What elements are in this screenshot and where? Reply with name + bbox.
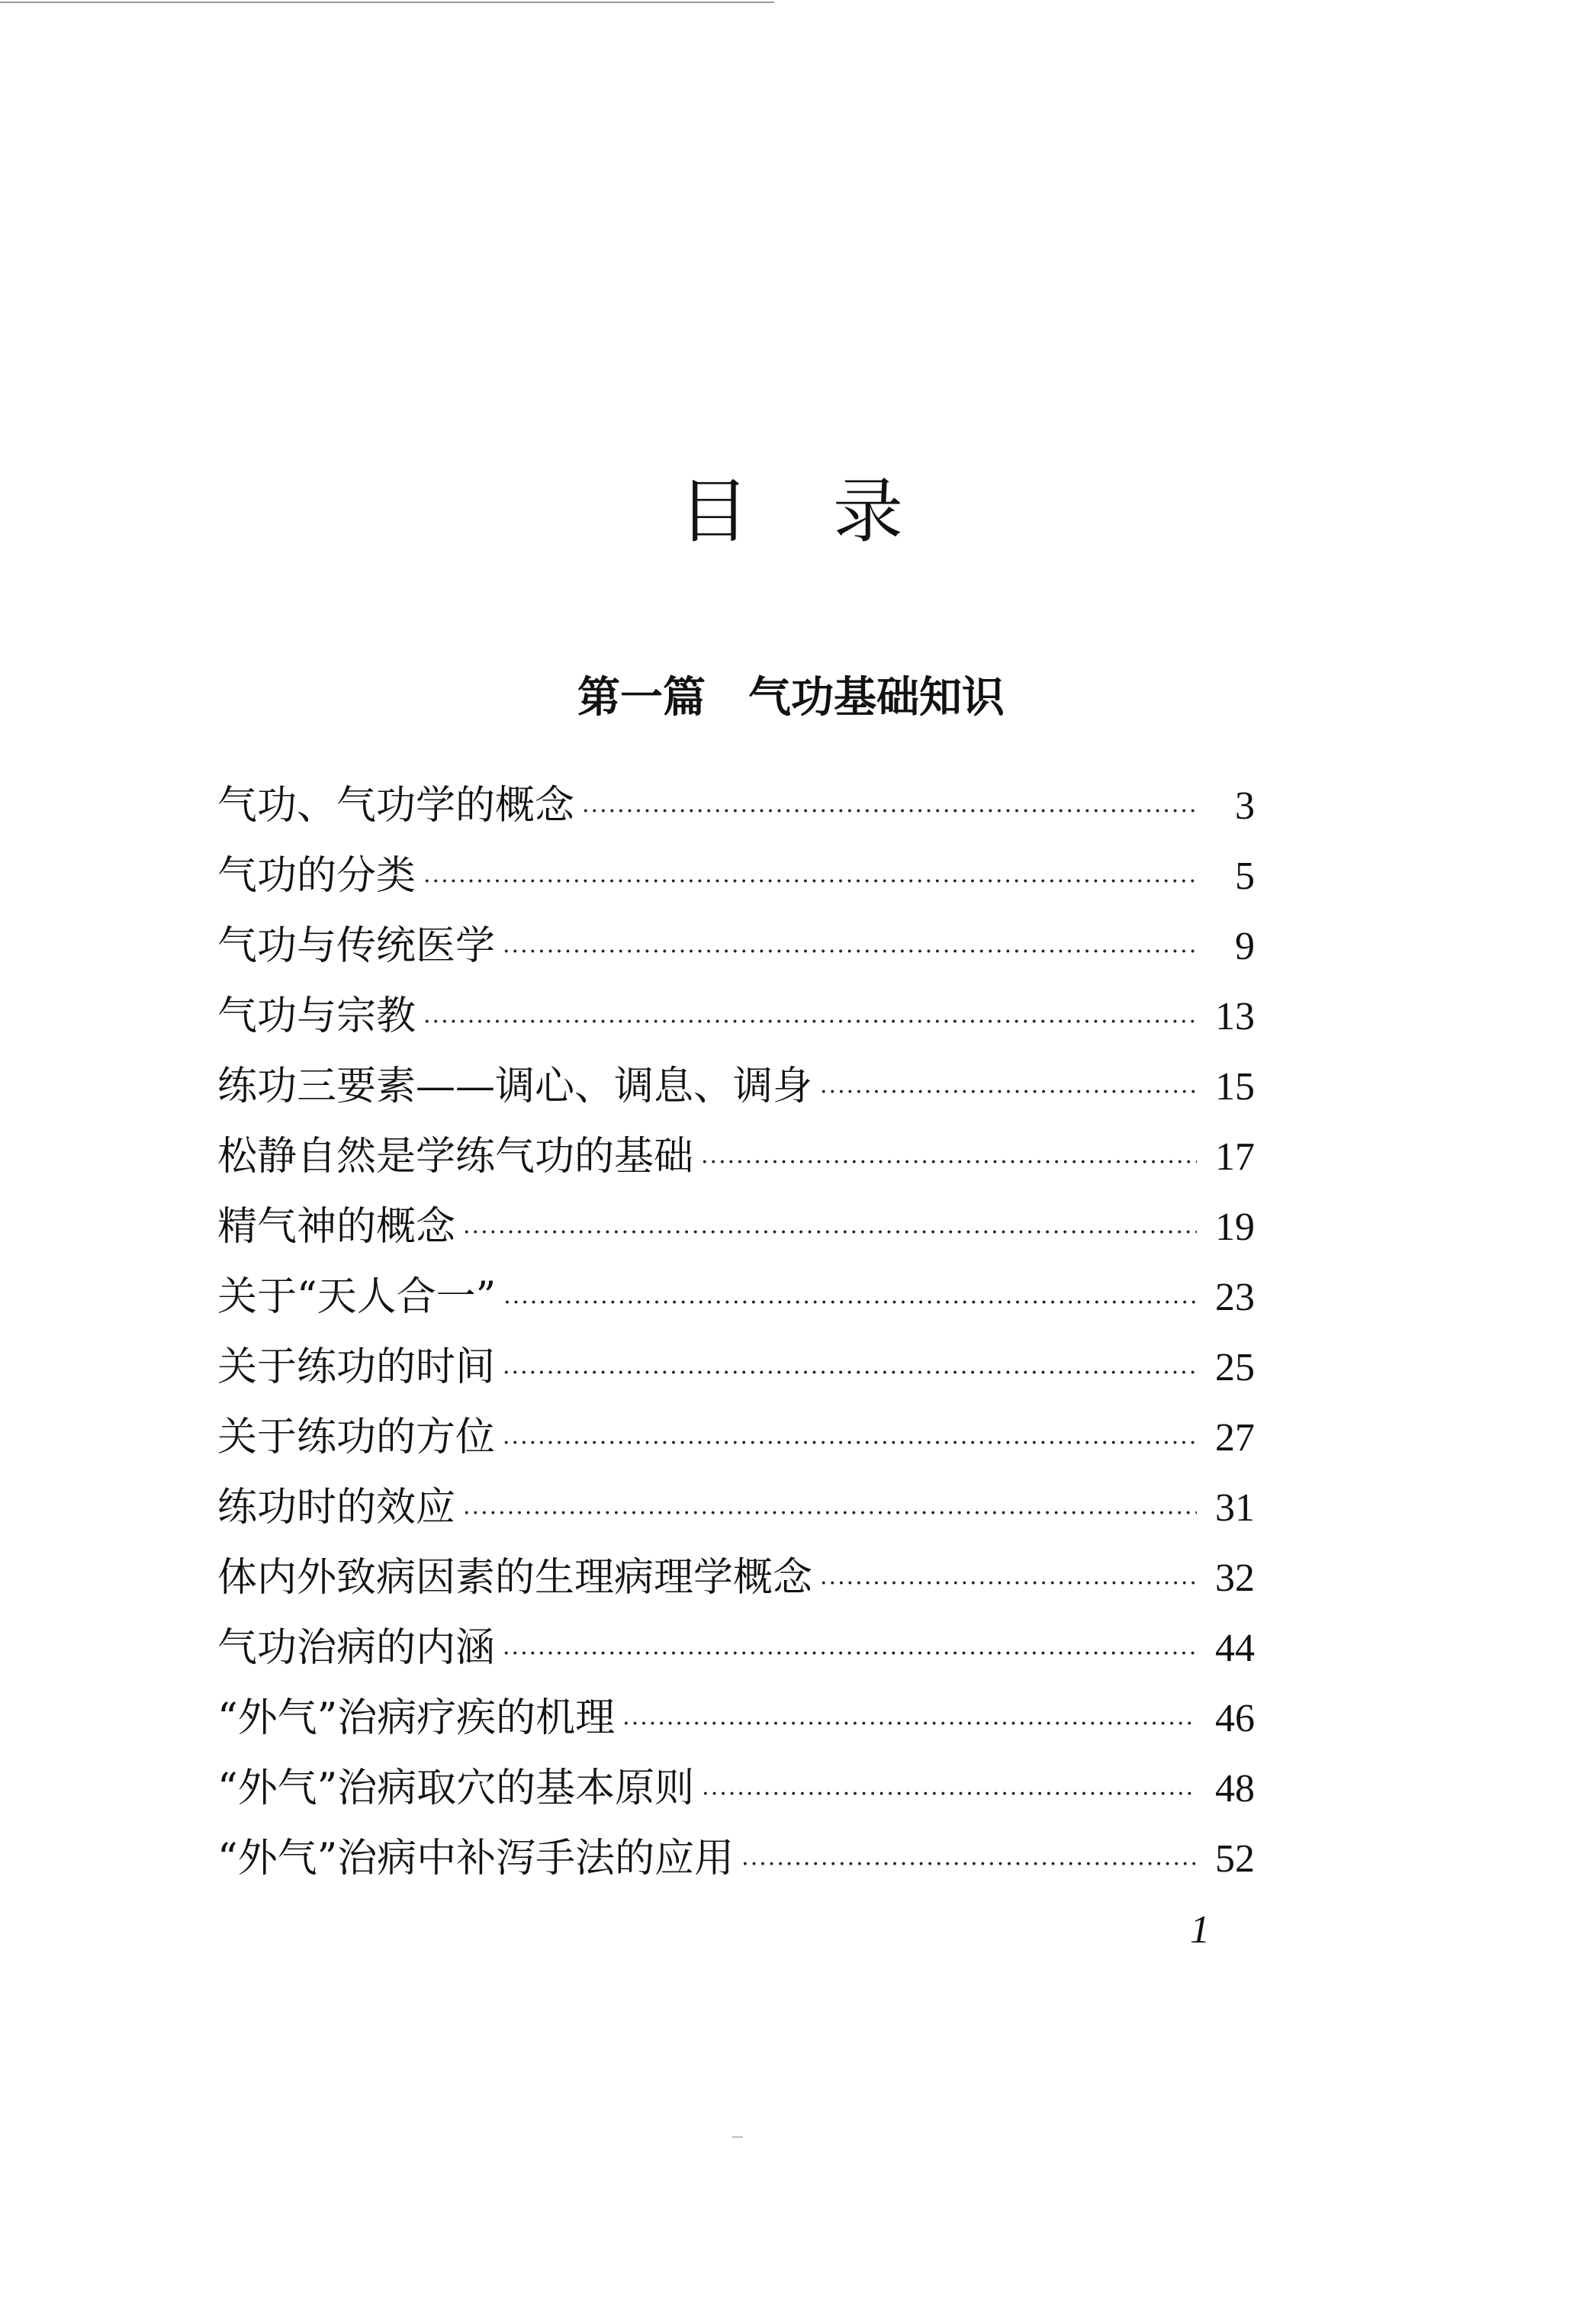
toc-entry-page: 27 [1215,1416,1255,1460]
toc-entry-title: 气功与传统医学 [217,923,496,969]
toc-entry-title: “外气”治病中补泻手法的应用 [217,1836,735,1881]
toc-entry-page: 31 [1215,1486,1255,1530]
toc-entry-title: 关于练功的时间 [217,1344,496,1390]
toc-entry[interactable] [217,1683,1255,1753]
toc-entry-title: 气功、气功学的概念 [217,783,575,829]
toc-dot-leader [423,847,1197,917]
toc-entry-page: 25 [1215,1346,1255,1389]
toc-entry-page: 13 [1215,995,1255,1038]
toc-dot-leader [503,1408,1197,1479]
toc-entry-title: “外气”治病疗疾的机理 [217,1695,616,1741]
toc-entry[interactable] [217,1262,1255,1332]
toc-entry-title: “外气”治病取穴的基本原则 [217,1766,695,1811]
toc-entry-page: 9 [1235,925,1255,968]
toc-dot-leader [582,777,1197,847]
toc-entry[interactable] [217,1402,1255,1473]
toc-entry[interactable] [217,1192,1255,1262]
toc-dot-leader [463,1479,1197,1549]
toc-dot-leader [463,1198,1197,1268]
toc-entry-page: 32 [1215,1556,1255,1600]
toc-entry[interactable] [217,1823,1255,1894]
toc-dot-leader [503,1268,1197,1338]
table-of-contents [217,771,1255,1894]
toc-dot-leader [622,1689,1197,1759]
toc-entry-page: 19 [1215,1205,1255,1249]
toc-entry-title: 关于“天人合一” [217,1274,497,1320]
toc-entry[interactable] [217,1753,1255,1823]
toc-entry-title: 练功时的效应 [217,1485,456,1531]
toc-entry[interactable] [217,1473,1255,1543]
toc-dot-leader [820,1549,1197,1619]
toc-entry-title: 体内外致病因素的生理病理学概念 [217,1555,813,1601]
toc-entry[interactable] [217,771,1255,841]
toc-entry[interactable] [217,911,1255,981]
toc-entry[interactable] [217,1122,1255,1192]
section-title [0,664,1582,725]
toc-entry-title: 精气神的概念 [217,1204,456,1250]
scan-speck [732,2136,743,2138]
toc-entry[interactable] [217,841,1255,911]
toc-entry-page: 52 [1215,1837,1255,1881]
toc-dot-leader [741,1830,1197,1900]
section-name: 气功基础知识 [748,673,1005,723]
toc-entry-title: 气功的分类 [217,853,416,899]
page-number: 1 [1190,1908,1210,1952]
toc-entry-title: 气功与宗教 [217,993,416,1039]
toc-entry[interactable] [217,981,1255,1051]
toc-dot-leader [702,1759,1197,1830]
toc-entry-page: 44 [1215,1627,1255,1670]
toc-entry-page: 3 [1235,784,1255,828]
toc-entry-page: 5 [1235,855,1255,898]
toc-entry-page: 17 [1215,1135,1255,1179]
toc-entry[interactable] [217,1613,1255,1683]
toc-entry-title: 练功三要素——调心、调息、调身 [217,1064,813,1109]
toc-entry-page: 46 [1215,1697,1255,1740]
toc-dot-leader [503,1619,1197,1689]
section-part-label: 第一篇 [577,673,706,723]
toc-dot-leader [503,917,1197,987]
toc-dot-leader [701,1128,1197,1198]
toc-dot-leader [820,1057,1197,1128]
toc-entry-title: 气功治病的内涵 [217,1625,496,1671]
toc-entry-title: 关于练功的方位 [217,1415,496,1460]
toc-entry[interactable] [217,1051,1255,1122]
toc-dot-leader [503,1338,1197,1408]
toc-entry-page: 48 [1215,1767,1255,1811]
top-border-rule [0,2,774,3]
toc-entry[interactable] [217,1543,1255,1613]
toc-entry-page: 15 [1215,1065,1255,1109]
toc-dot-leader [423,987,1197,1057]
page-title: 目录 [678,470,987,552]
toc-entry[interactable] [217,1332,1255,1402]
toc-entry-page: 23 [1215,1276,1255,1319]
toc-entry-title: 松静自然是学练气功的基础 [217,1134,694,1180]
